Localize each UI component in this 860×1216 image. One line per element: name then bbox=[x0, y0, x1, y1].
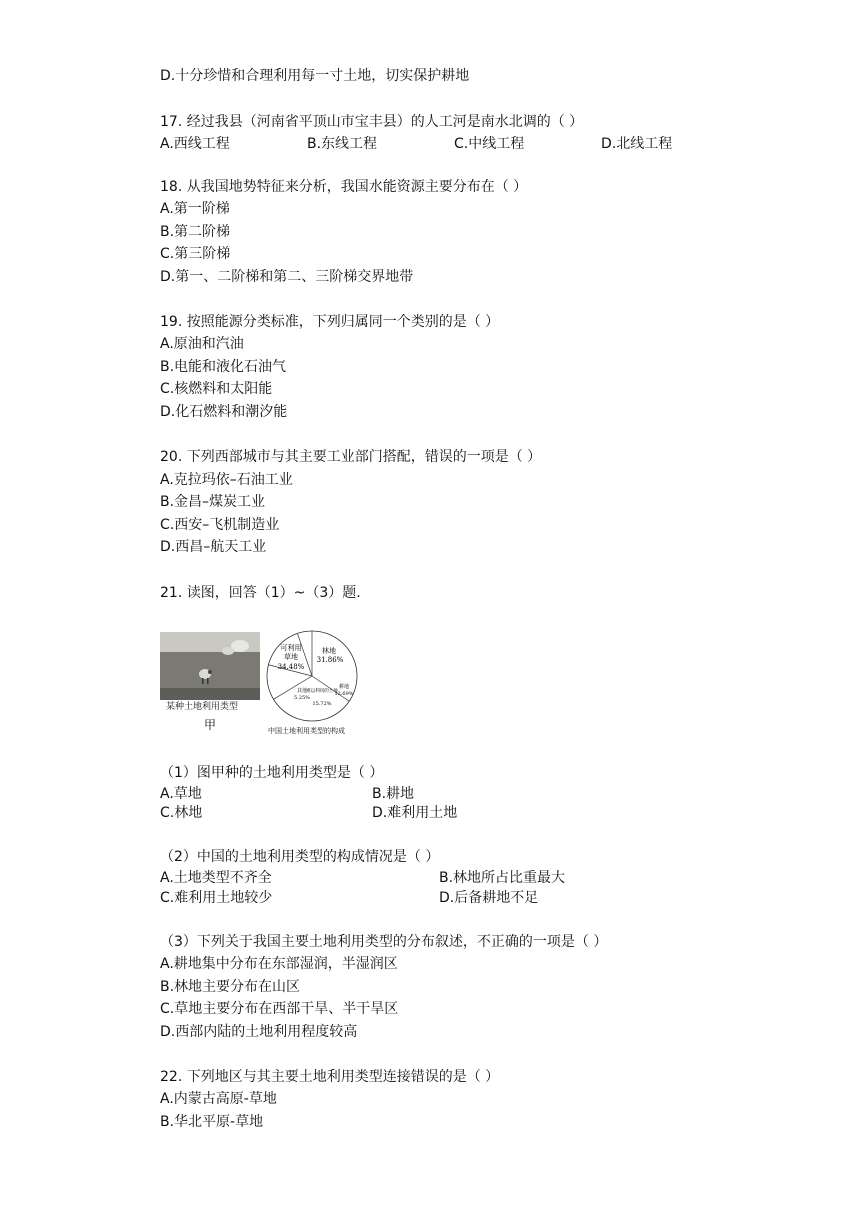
photo-caption: 某种土地利用类型 bbox=[166, 702, 239, 712]
q21-sub3-option-d: D.西部内陆的土地利用程度较高 bbox=[160, 1024, 358, 1040]
q22-option-b: B.华北平原-草地 bbox=[160, 1114, 264, 1130]
q21-sub1-option-c: C.林地 bbox=[160, 805, 203, 821]
q21-sub3-option-a: A.耕地集中分布在东部湿润，半湿润区 bbox=[160, 956, 398, 972]
pie-label-forest: 林地 bbox=[322, 647, 336, 655]
pie-label-cropland: 耕地 bbox=[338, 684, 350, 690]
pie-label-grassland-2: 草地 bbox=[284, 653, 298, 661]
pie-label-grassland-1: 可利用 bbox=[280, 644, 302, 652]
q20-option-b: B.金昌–煤炭工业 bbox=[160, 494, 266, 510]
q21-sub3-stem: （3）下列关于我国主要土地利用类型的分布叙述，不正确的一项是（ ） bbox=[160, 934, 608, 950]
q22-option-a: A.内蒙古高原-草地 bbox=[160, 1091, 277, 1107]
land-use-photo bbox=[160, 632, 260, 700]
q19-option-d: D.化石燃料和潮汐能 bbox=[160, 404, 288, 420]
pie-value-unusable: 15.72% bbox=[312, 701, 332, 707]
land-use-pie-chart bbox=[264, 628, 360, 724]
q22-stem: 22. 下列地区与其主要土地利用类型连接错误的是（ ） bbox=[160, 1069, 500, 1085]
q19-option-c: C.核燃料和太阳能 bbox=[160, 381, 273, 397]
pie-label-unusable: 难以利用的土地 bbox=[306, 689, 338, 694]
q20-stem: 20. 下列西部城市与其主要工业部门搭配，错误的一项是（ ） bbox=[160, 449, 542, 465]
q21-sub3-option-b: B.林地主要分布在山区 bbox=[160, 979, 301, 995]
q21-stem: 21. 读图，回答（1）~（3）题. bbox=[160, 585, 361, 601]
q17-option-c: C.中线工程 bbox=[454, 136, 525, 152]
q20-option-d: D.西昌–航天工业 bbox=[160, 539, 267, 555]
pie-value-other: 5.25% bbox=[294, 695, 310, 701]
q18-option-a: A.第一阶梯 bbox=[160, 201, 230, 217]
q21-sub1-option-b: B.耕地 bbox=[372, 786, 415, 802]
q21-sub2-option-c: C.难利用土地较少 bbox=[160, 890, 273, 906]
q21-sub1-option-a: A.草地 bbox=[160, 786, 202, 802]
q21-figure bbox=[160, 628, 360, 740]
photo-label: 甲 bbox=[204, 718, 217, 732]
q17-stem: 17. 经过我县（河南省平顶山市宝丰县）的人工河是南水北调的（ ） bbox=[160, 114, 584, 130]
q21-sub1-stem: （1）图甲种的土地利用类型是（ ） bbox=[160, 765, 384, 781]
q17-option-b: B.东线工程 bbox=[307, 136, 378, 152]
q20-option-c: C.西安–飞机制造业 bbox=[160, 517, 280, 533]
pie-caption: 中国土地利用类型的构成 bbox=[268, 727, 345, 735]
q21-sub2-stem: （2）中国的土地利用类型的构成情况是（ ） bbox=[160, 849, 440, 865]
q19-option-b: B.电能和液化石油气 bbox=[160, 359, 287, 375]
q18-option-d: D.第一、二阶梯和第二、三阶梯交界地带 bbox=[160, 269, 414, 285]
q17-option-a: A.西线工程 bbox=[160, 136, 230, 152]
q16-option-d: D.十分珍惜和合理利用每一寸土地，切实保护耕地 bbox=[160, 68, 470, 84]
q18-option-b: B.第二阶梯 bbox=[160, 224, 231, 240]
pie-label-other: 其他 bbox=[296, 688, 308, 694]
q18-stem: 18. 从我国地势特征来分析，我国水能资源主要分布在（ ） bbox=[160, 179, 528, 195]
pie-value-cropland: 12.69% bbox=[334, 691, 354, 697]
q21-sub2-option-d: D.后备耕地不足 bbox=[439, 890, 539, 906]
pie-value-forest: 31.86% bbox=[316, 656, 344, 664]
pie-value-grassland: 34.48% bbox=[277, 663, 305, 671]
q21-sub3-option-c: C.草地主要分布在西部干旱、半干旱区 bbox=[160, 1001, 399, 1017]
q19-stem: 19. 按照能源分类标准，下列归属同一个类别的是（ ） bbox=[160, 314, 500, 330]
grassland-sheep-icon bbox=[160, 632, 260, 700]
q18-option-c: C.第三阶梯 bbox=[160, 246, 231, 262]
q21-sub2-option-b: B.林地所占比重最大 bbox=[439, 870, 566, 886]
q21-sub1-option-d: D.难利用土地 bbox=[372, 805, 458, 821]
q19-option-a: A.原油和汽油 bbox=[160, 336, 244, 352]
q20-option-a: A.克拉玛依–石油工业 bbox=[160, 472, 293, 488]
q21-sub2-option-a: A.土地类型不齐全 bbox=[160, 870, 272, 886]
q17-option-d: D.北线工程 bbox=[601, 136, 673, 152]
